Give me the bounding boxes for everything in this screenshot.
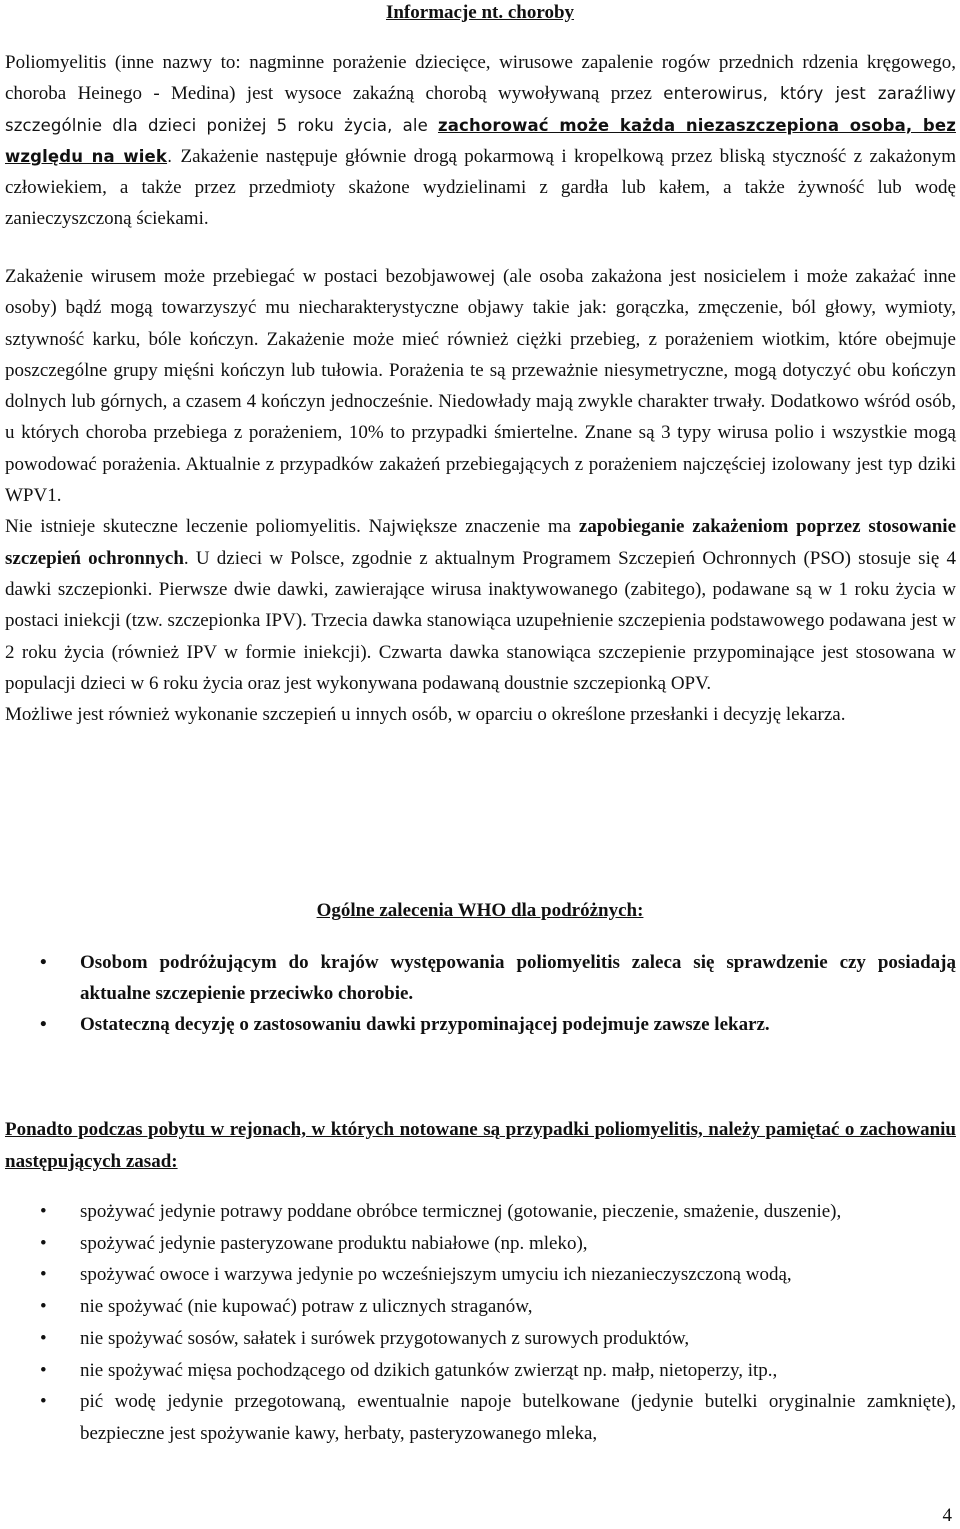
other-vaccination-text: Możliwe jest również wykonanie szczepień u innych osób, w oparciu o określone przesłanki i decyzję lekarza. [5,704,846,726]
list-item-text: spożywać jedynie potrawy poddane obróbce termicznej (gotowanie, pieczenie, smażenie, duszenie), [80,1201,842,1222]
bullet-icon: • [40,1359,47,1381]
list-item [0,1009,960,1040]
list-item [0,1228,960,1260]
list-item-text: spożywać owoce i warzywa jedynie po wcześniejszym umyciu ich niezanieczyszczoną wodą, [80,1264,792,1286]
list-item-text: nie spożywać (nie kupować) potraw z ulicznych straganów, [80,1296,533,1318]
bullet-icon: • [40,1391,47,1413]
rules-list [0,1196,960,1450]
list-item [0,947,960,1009]
list-item-text: pić wodę jedynie przegotowaną, ewentualnie napoje butelkowane (jedynie butelki oryginalnie zamknięte), bezpieczne jest spożywanie kawy, herbaty, pasteryzowanego mleka, [80,1391,956,1444]
symptoms-paragraph [5,261,956,730]
list-item [0,1259,960,1291]
list-item [0,1196,960,1228]
bullet-icon: • [40,1014,47,1035]
list-item [0,1323,960,1355]
list-item-text: Osobom podróżującym do krajów występowania poliomyelitis zaleca się sprawdzenie czy posiadają aktualne szczepienie przeciwko chorobie. [80,952,956,1004]
intro-text-sans: enterowirus, który jest zaraźliwy szczególnie dla dzieci poniżej 5 roku życia, ale [5,84,956,135]
list-item [0,1355,960,1387]
vaccination-text: . U dzieci w Polsce, zgodnie z aktualnym Programem Szczepień Ochronnych (PSO) stosuje się 4 dawki szczepionki. Pierwsze dwie dawki, zawierające wirusa inaktywowanego (zabitego), podawane są w 1 roku życia w postaci iniekcji (tzw. szczepionka IPV). Trzecia dawka stanowiąca uzupełnienie szczepienia podstawowego podawana jest w 2 roku życia (również IPV w formie iniekcji). Czwarta dawka stanowiąca szczepienie przypominające jest stosowana w populacji dzieci w 6 roku życia oraz jest wykonywana podawaną doustnie szczepionką OPV. [5,547,956,694]
bullet-icon: • [40,1327,47,1349]
symptoms-text: Zakażenie wirusem może przebiegać w postaci bezobjawowej (ale osoba zakażona jest nosicielem i może zakażać inne osoby) bądź mogą towarzyszyć mu niecharakterystyczne objawy takie jak: gorączka, zmęczenie, ból głowy, wymioty, sztywność karku, bóle kończyn. Zakażenie może mieć również ciężki przebieg, z porażeniem wiotkim, które obejmuje poszczególne grupy mięśni kończyn lub tułowia. Porażenia te są przeważnie niesymetryczne, mogą dotyczyć obu kończyn dolnych lub górnych, a czasem 4 kończyn jednocześnie. Niedowłady mają zwykle charakter trwały. Dodatkowo wśród osób, u których choroba przebiega z porażeniem, 10% to przypadki śmiertelne. Znane są 3 typy wirusa polio i wszystkie mogą powodować porażenia. Aktualnie z przypadków zakażeń przebiegających z porażeniem najczęściej izolowany jest typ dziki WPV1. [5,266,956,507]
list-item [0,1386,960,1449]
intro-period: . [167,146,181,166]
list-item-text: spożywać jedynie pasteryzowane produktu nabiałowe (np. mleko), [80,1232,588,1254]
list-item-text: nie spożywać sosów, sałatek i surówek przygotowanych z surowych produktów, [80,1327,690,1349]
treatment-text: Nie istnieje skuteczne leczenie poliomyelitis. Największe znaczenie ma [5,516,579,538]
bullet-icon: • [40,1232,47,1254]
who-recommendations-list [0,947,960,1040]
who-heading: Ogólne zalecenia WHO dla podróżnych: [316,900,644,921]
bullet-icon: • [40,952,47,973]
list-item [0,1291,960,1323]
page-title: Informacje nt. choroby [385,2,575,23]
page-number: 4 [942,1505,952,1526]
prevention-emphasis: zapobieganie zakażeniom poprzez stosowanie szczepień ochronnych [5,516,957,569]
intro-text: Poliomyelitis (inne nazwy to: nagminne porażenie dziecięce, wirusowe zapalenie rogów przednich rdzenia kręgowego, choroba Heinego - Medina) jest wysoce zakaźną chorobą wywoływaną przez [5,52,956,105]
list-item-text: nie spożywać mięsa pochodzącego od dzikich gatunków zwierząt np. małp, nietoperzy, itp., [80,1359,778,1381]
transmission-text: Zakażenie następuje głównie drogą pokarmową i kropelkową przez bliską styczność z zakażonym człowiekiem, a także przez przedmioty skażone wydzielinami z gardła lub kałem, a także żywność lub wodę zanieczyszczoną ściekami. [5,145,957,230]
intro-emphasis: zachorować może każda niezaszczepiona osoba, bez względu na wiek [5,115,956,166]
list-item-text: Ostateczną decyzję o zastosowaniu dawki przypominającej podejmuje zawsze lekarz. [80,1014,770,1035]
intro-paragraph [5,47,956,235]
bullet-icon: • [40,1296,47,1318]
bullet-icon: • [40,1201,47,1222]
rules-heading: Ponadto podczas pobytu w rejonach, w których notowane są przypadki poliomyelitis, należy pamiętać o zachowaniu następujących zasad: [5,1119,956,1172]
bullet-icon: • [40,1264,47,1286]
